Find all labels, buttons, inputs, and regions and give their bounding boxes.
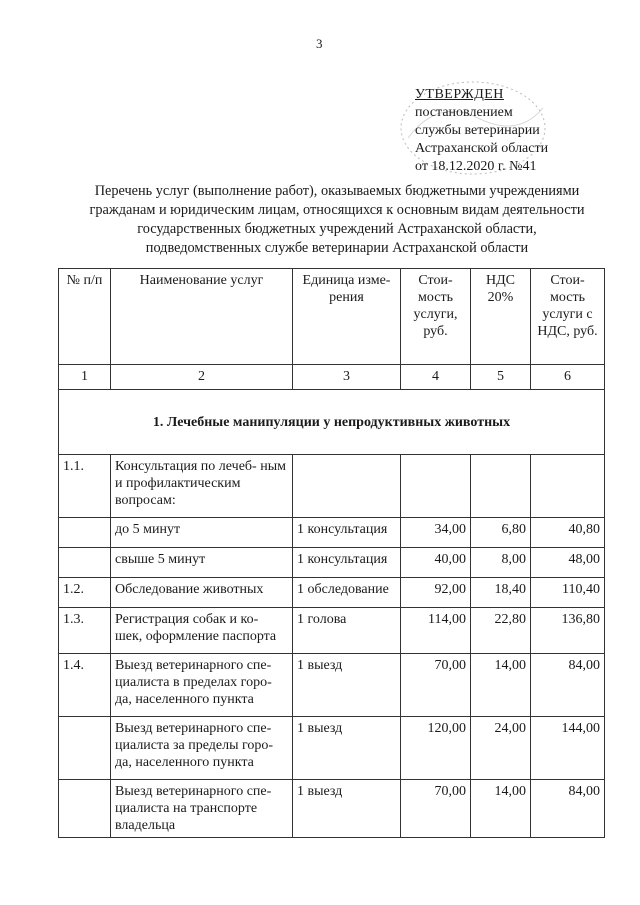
total: 136,80	[531, 608, 605, 654]
column-number: 5	[471, 365, 531, 390]
unit: 1 консультация	[293, 518, 401, 548]
header-cell: НДС 20%	[471, 269, 531, 365]
vat: 22,80	[471, 608, 531, 654]
unit: 1 голова	[293, 608, 401, 654]
table-row	[59, 608, 605, 654]
total: 84,00	[531, 654, 605, 717]
service-name: Регистрация собак и ко- шек, оформление паспорта	[111, 608, 293, 654]
column-number: 2	[111, 365, 293, 390]
service-name: Консультация по лечеб- ным и профилактическим вопросам:	[111, 455, 293, 518]
price: 40,00	[401, 548, 471, 578]
table-row	[59, 548, 605, 578]
table-row	[59, 654, 605, 717]
vat: 24,00	[471, 717, 531, 780]
header-row	[59, 269, 605, 365]
total: 48,00	[531, 548, 605, 578]
table-row	[59, 717, 605, 780]
approval-line: от 18.12.2020 г. №41	[415, 159, 537, 174]
service-name: Выезд ветеринарного спе- циалиста за пределы горо- да, населенного пункта	[111, 717, 293, 780]
header-cell: № п/п	[59, 269, 111, 365]
approval-line: службы ветеринарии	[415, 123, 540, 138]
unit: 1 выезд	[293, 780, 401, 838]
vat	[471, 455, 531, 518]
price: 70,00	[401, 780, 471, 838]
unit: 1 консультация	[293, 548, 401, 578]
unit: 1 выезд	[293, 717, 401, 780]
approval-line: постановлением	[415, 105, 513, 120]
column-number: 3	[293, 365, 401, 390]
total: 84,00	[531, 780, 605, 838]
column-number-row	[59, 365, 605, 390]
row-number	[59, 518, 111, 548]
column-number: 1	[59, 365, 111, 390]
page-number: 3	[316, 36, 323, 51]
section-title: 1. Лечебные манипуляции у непродуктивных животных	[59, 390, 605, 455]
row-number: 1.3.	[59, 608, 111, 654]
service-name: Выезд ветеринарного спе- циалиста на транспорте владельца	[111, 780, 293, 838]
price: 70,00	[401, 654, 471, 717]
service-name: до 5 минут	[111, 518, 293, 548]
vat: 14,00	[471, 654, 531, 717]
unit: 1 обследование	[293, 578, 401, 608]
row-number: 1.2.	[59, 578, 111, 608]
row-number	[59, 780, 111, 838]
service-name: Обследование животных	[111, 578, 293, 608]
service-name: свыше 5 минут	[111, 548, 293, 578]
column-number: 6	[531, 365, 605, 390]
vat: 14,00	[471, 780, 531, 838]
total	[531, 455, 605, 518]
price: 92,00	[401, 578, 471, 608]
table-row	[59, 518, 605, 548]
table-row	[59, 780, 605, 838]
total: 110,40	[531, 578, 605, 608]
table-row	[59, 455, 605, 518]
row-number	[59, 548, 111, 578]
header-cell: Единица изме- рения	[293, 269, 401, 365]
header-cell: Стои- мость услуги с НДС, руб.	[531, 269, 605, 365]
services-table	[58, 268, 605, 838]
price: 120,00	[401, 717, 471, 780]
price	[401, 455, 471, 518]
header-cell: Стои- мость услуги, руб.	[401, 269, 471, 365]
total: 144,00	[531, 717, 605, 780]
row-number: 1.1.	[59, 455, 111, 518]
unit: 1 выезд	[293, 654, 401, 717]
column-number: 4	[401, 365, 471, 390]
price: 34,00	[401, 518, 471, 548]
total: 40,80	[531, 518, 605, 548]
price: 114,00	[401, 608, 471, 654]
service-name: Выезд ветеринарного спе- циалиста в пределах горо- да, населенного пункта	[111, 654, 293, 717]
row-number: 1.4.	[59, 654, 111, 717]
document-intro: Перечень услуг (выполнение работ), оказываемых бюджетными учреждениями гражданам и юридическим лицам, относящихся к основным видам деятельности государственных бюджетных учреждений Астраханской области, подведомственных службе ветеринарии Астраханской области	[89, 183, 585, 256]
approval-block	[415, 86, 548, 176]
vat: 18,40	[471, 578, 531, 608]
approval-heading: УТВЕРЖДЕН	[415, 87, 504, 102]
approval-line: Астраханской области	[415, 141, 549, 156]
header-cell: Наименование услуг	[111, 269, 293, 365]
row-number	[59, 717, 111, 780]
vat: 6,80	[471, 518, 531, 548]
table-row	[59, 578, 605, 608]
vat: 8,00	[471, 548, 531, 578]
unit	[293, 455, 401, 518]
section-row	[59, 390, 605, 455]
